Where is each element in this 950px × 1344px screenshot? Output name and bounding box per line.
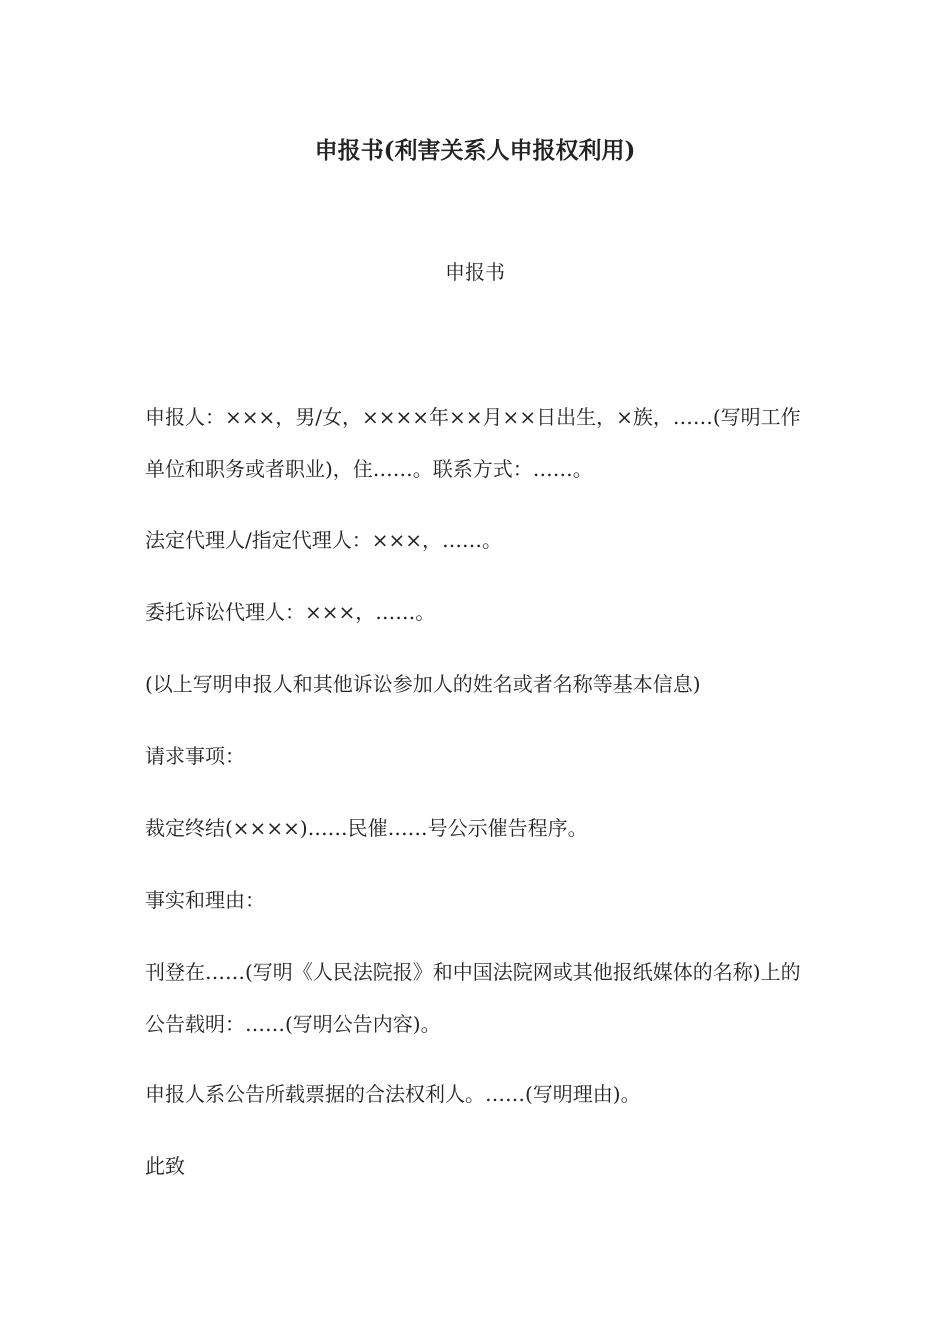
paragraph-legal-agent: 法定代理人/指定代理人：×××，……。 (145, 528, 503, 552)
paragraph-reason: 申报人系公告所载票据的合法权利人。……(写明理由)。 (145, 1082, 641, 1106)
document-title: 申报书(利害关系人申报权利用) (314, 137, 636, 164)
paragraph-basic-info-note: (以上写明申报人和其他诉讼参加人的姓名或者名称等基本信息) (145, 672, 701, 696)
paragraph-entrusted-agent: 委托诉讼代理人：×××，……。 (145, 600, 436, 624)
paragraph-applicant: 申报人：×××，男/女，××××年××月××日出生，×族，……(写明工作单位和职务或者职业)，住……。联系方式：……。 (145, 405, 801, 481)
paragraph-facts-heading: 事实和理由： (145, 888, 265, 912)
paragraph-salutation: 此致 (145, 1154, 185, 1178)
paragraph-claims: 裁定终结(××××)……民催……号公示催告程序。 (145, 816, 588, 840)
paragraph-facts: 刊登在……(写明《人民法院报》和中国法院网或其他报纸媒体的名称)上的公告载明：……(写明公告内容)。 (145, 960, 801, 1036)
paragraph-claims-heading: 请求事项： (145, 744, 245, 768)
document-subtitle: 申报书 (445, 260, 505, 284)
